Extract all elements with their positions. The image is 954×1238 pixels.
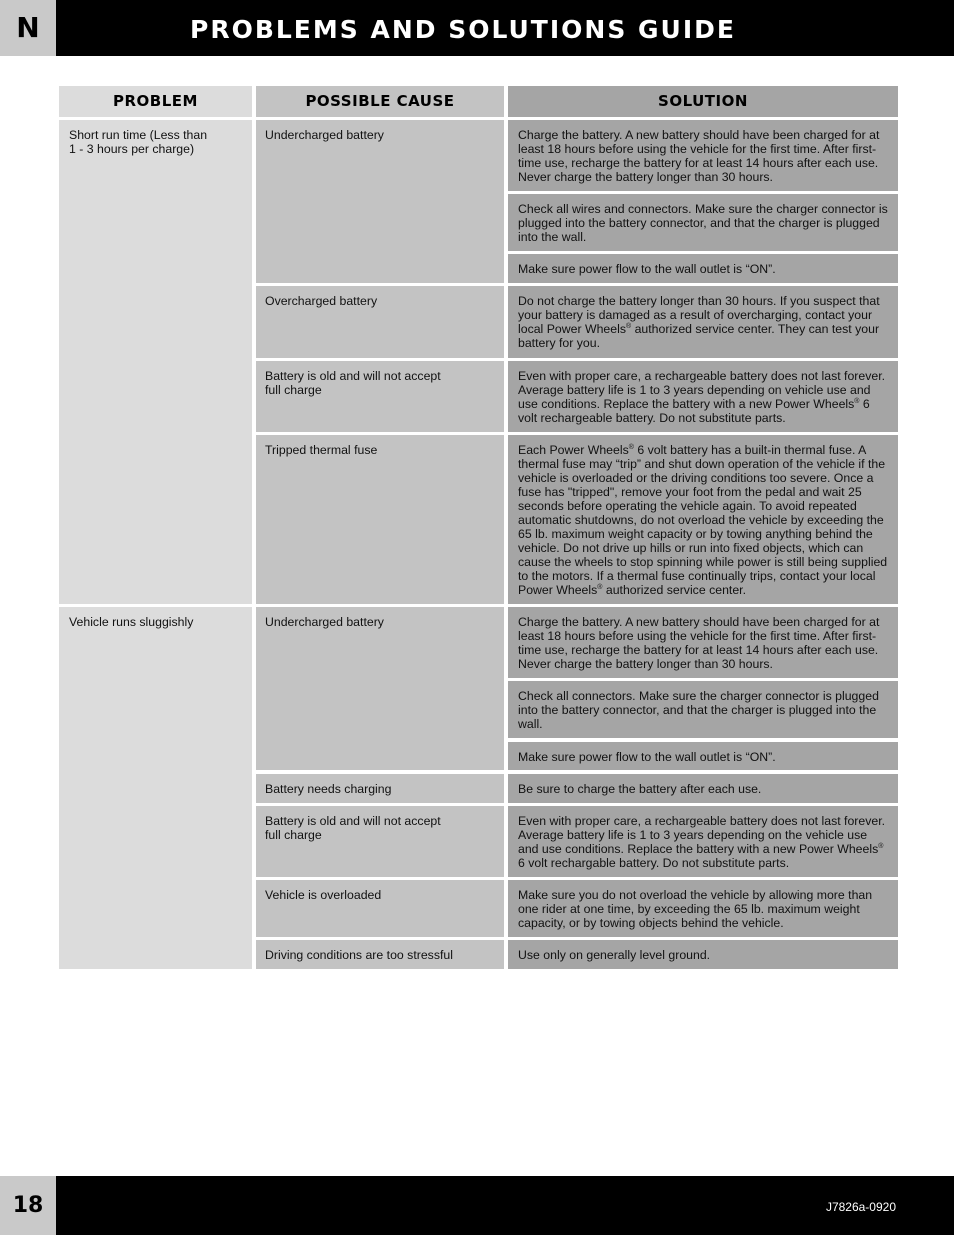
cause-cell: Overcharged battery — [256, 286, 504, 358]
cause-cell: Battery is old and will not accept full charge — [256, 361, 504, 432]
solution-cell: Each Power Wheels® 6 volt battery has a built-in thermal fuse. A thermal fuse may “trip” and shut down operation of the vehicle if the vehicle is overloaded or the driving conditions too severe. Once a fuse has "tripped", remove your foot from the pedal and wait 25 seconds before operating the vehicle again. To avoid repeated automatic shutdowns, do not overload the vehicle by exceeding the 65 lb. maximum weight capacity or by towing anything behind the vehicle. Do not drive up hills or run into fixed objects, which can cause the wheels to stop spinning while power is still being supplied to the motors. If a thermal fuse continually trips, contact your local Power Wheels® authorized service center. — [508, 435, 898, 604]
language-tab: N — [0, 0, 56, 56]
cause-cell: Vehicle is overloaded — [256, 880, 504, 937]
solution-cell: Charge the battery. A new battery should have been charged for at least 18 hours before using the vehicle for the first time. After first-time use, recharge the battery for at least 14 hours after each use. Never charge the battery longer than 30 hours. — [508, 607, 898, 678]
cause-cell: Driving conditions are too stressful — [256, 940, 504, 969]
solution-cell: Even with proper care, a rechargeable battery does not last forever. Average battery life is 1 to 3 years depending on the vehicle use and use conditions. Replace the battery with a new Power Wheels® 6 volt rechargable battery. Do not substitute parts. — [508, 806, 898, 877]
cause-cell: Undercharged battery — [256, 607, 504, 770]
cause-cell: Tripped thermal fuse — [256, 435, 504, 604]
cause-cell: Battery needs charging — [256, 774, 504, 803]
column-header-solution: SOLUTION — [508, 86, 898, 117]
cause-cell: Battery is old and will not accept full charge — [256, 806, 504, 877]
page-header — [0, 0, 954, 56]
solution-cell: Make sure power flow to the wall outlet is “ON”. — [508, 254, 898, 283]
solution-cell: Check all wires and connectors. Make sure the charger connector is plugged into the battery connector, and that the charger is plugged into the wall. — [508, 194, 898, 251]
cause-cell: Undercharged battery — [256, 120, 504, 283]
solution-cell: Charge the battery. A new battery should have been charged for at least 18 hours before using the vehicle for the first time. After first-time use, recharge the battery for at least 14 hours after each use. Never charge the battery longer than 30 hours. — [508, 120, 898, 191]
solution-cell: Even with proper care, a rechargeable battery does not last forever. Average battery life is 1 to 3 years depending on vehicle use and use conditions. Replace the battery with a new Power Wheels® 6 volt rechargeable battery. Do not substitute parts. — [508, 361, 898, 432]
problem-cell-runs-sluggishly: Vehicle runs sluggishly — [59, 607, 252, 969]
solution-cell: Check all connectors. Make sure the charger connector is plugged into the battery connector, and that the charger is plugged into the wall. — [508, 681, 898, 738]
problem-cell-short-run-time: Short run time (Less than 1 - 3 hours per charge) — [59, 120, 252, 604]
page-title: PROBLEMS AND SOLUTIONS GUIDE — [190, 15, 736, 44]
column-header-cause: POSSIBLE CAUSE — [256, 86, 504, 117]
document-code: J7826a-0920 — [825, 1200, 896, 1214]
solution-cell: Use only on generally level ground. — [508, 940, 898, 969]
solution-cell: Do not charge the battery longer than 30 hours. If you suspect that your battery is damaged as a result of overcharging, contact your local Power Wheels® authorized service center. They can test your battery for you. — [508, 286, 898, 358]
solution-cell: Make sure power flow to the wall outlet is “ON”. — [508, 742, 898, 770]
solution-cell: Be sure to charge the battery after each use. — [508, 774, 898, 803]
page-footer — [0, 1176, 954, 1235]
column-header-problem: PROBLEM — [59, 86, 252, 117]
page-number: 18 — [0, 1176, 56, 1235]
solution-cell: Make sure you do not overload the vehicle by allowing more than one rider at one time, by exceeding the 65 lb. maximum weight capacity, or by towing objects behind the vehicle. — [508, 880, 898, 937]
